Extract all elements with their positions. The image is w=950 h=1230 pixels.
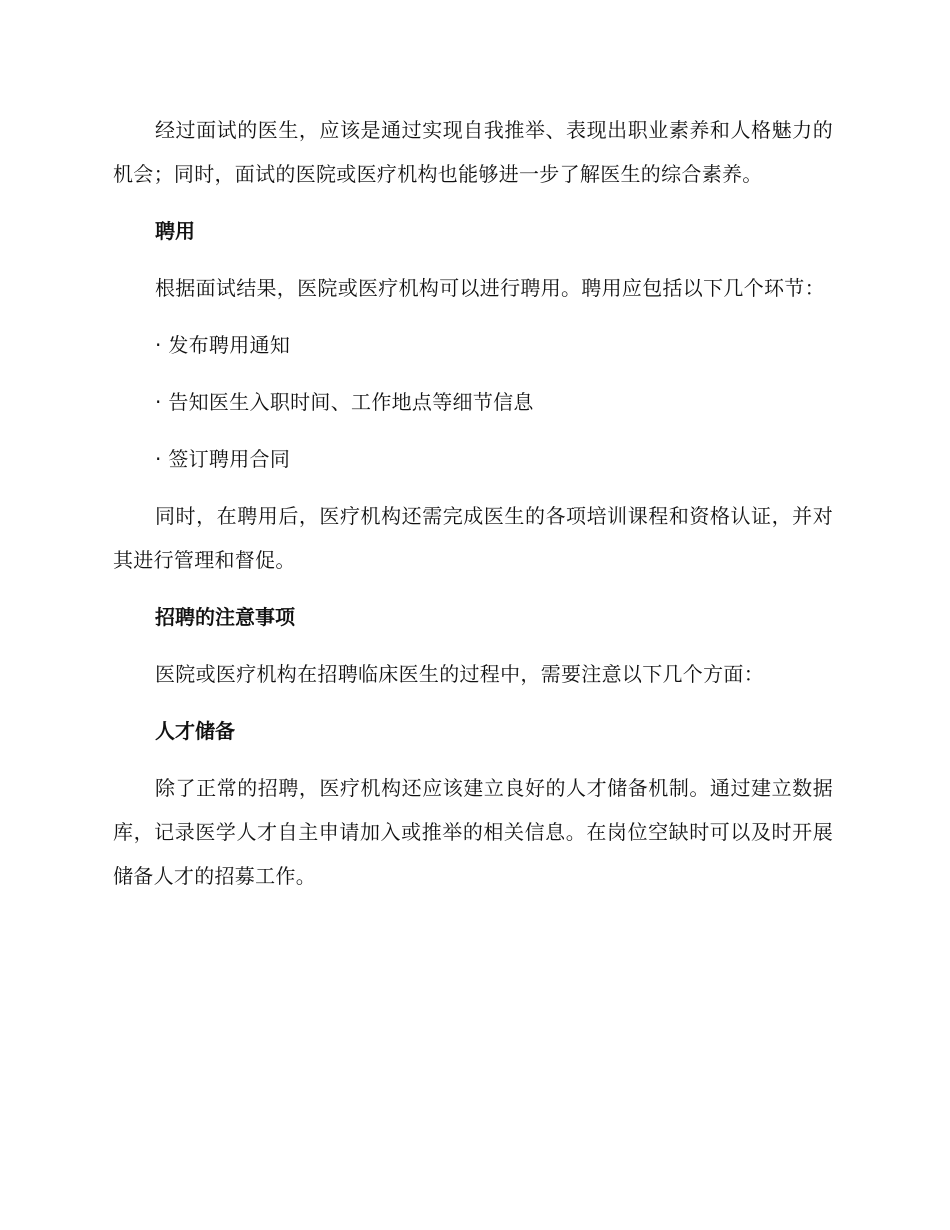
paragraph-interview: 经过面试的医生，应该是通过实现自我推举、表现出职业素养和人格魅力的机会；同时，面试的医院或医疗机构也能够进一步了解医生的综合素养。 bbox=[113, 118, 833, 186]
heading-hire: 聘用 bbox=[155, 219, 195, 243]
paragraph-notes-intro: 医院或医疗机构在招聘临床医生的过程中，需要注意以下几个方面： bbox=[155, 662, 764, 686]
bullet-item: · 签订聘用合同 bbox=[155, 447, 291, 471]
document-body bbox=[113, 108, 833, 898]
heading-recruit-notes: 招聘的注意事项 bbox=[155, 605, 295, 629]
paragraph-hire-steps: 根据面试结果，医院或医疗机构可以进行聘用。聘用应包括以下几个环节： bbox=[155, 276, 825, 300]
heading-talent-reserve: 人才储备 bbox=[155, 719, 235, 743]
paragraph-after-hire: 同时，在聘用后，医疗机构还需完成医生的各项培训课程和资格认证，并对其进行管理和督促。 bbox=[113, 504, 833, 572]
bullet-item: · 告知医生入职时间、工作地点等细节信息 bbox=[155, 390, 534, 414]
bullet-item: · 发布聘用通知 bbox=[155, 333, 291, 357]
paragraph-talent-reserve: 除了正常的招聘，医疗机构还应该建立良好的人才储备机制。通过建立数据库，记录医学人才自主申请加入或推举的相关信息。在岗位空缺时可以及时开展储备人才的招募工作。 bbox=[113, 776, 833, 888]
